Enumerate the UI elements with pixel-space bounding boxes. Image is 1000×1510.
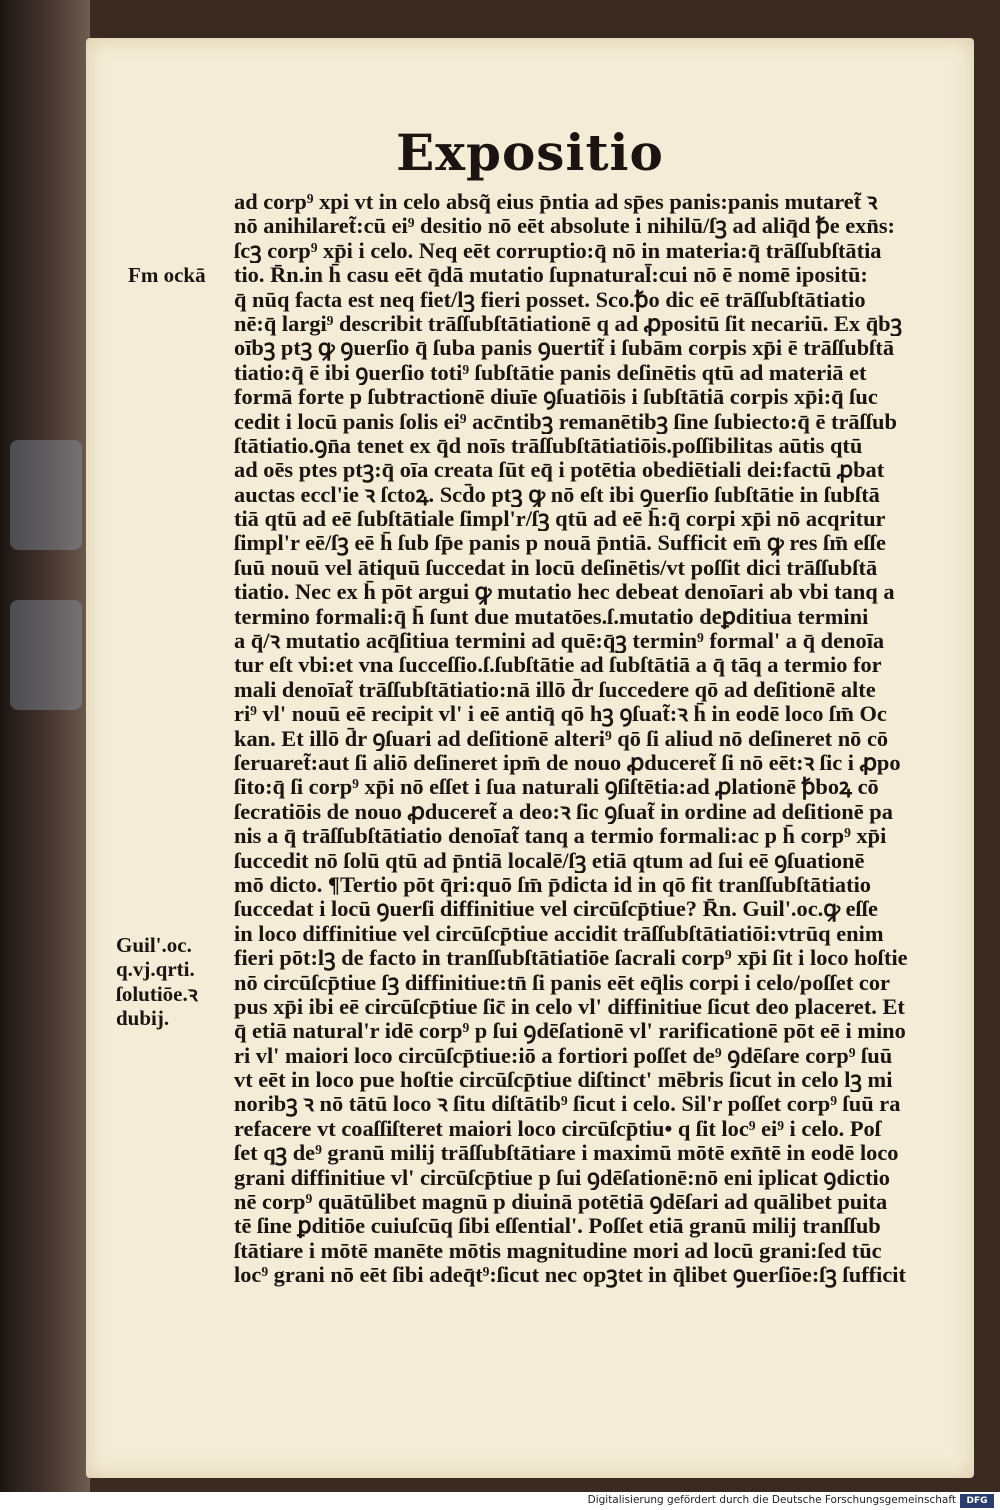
body-text: [234, 190, 930, 1288]
text-line: ſcꝫ corp⁹ xp̄i i celo. Neq̧ eēt corruptio:q̄ nō in materia:q̄ trāſſubſtātia: [234, 238, 882, 263]
text-line: oībꝫ ptꝫ ꝙ ꝯuerſio q̄ ſuba panis ꝯuertit̃ i ſubām corpis xp̄i ē trāſſubſtā: [234, 336, 895, 361]
margin-note-line: Guil'.oc.: [116, 933, 192, 957]
text-line: ad oēs ptes ptꝫ:q̄ oīa creata ſūt eq̄ i potētia obediētiali dei:factū ꝓbat: [234, 458, 885, 483]
text-line: cedit i locū panis ſolis ei⁹ acc̄ntibꝫ remanētibꝫ ſine ſubiecto:q̄ ē trāſſub: [234, 409, 897, 434]
margin-note-line: q.vj.qrti.: [116, 957, 195, 982]
text-line: ri vl' maiori loco circūſcp̄tiue:iō a fortiori poſſet de⁹ ꝯdēſare corp⁹ ſuū: [234, 1043, 893, 1068]
text-line: ſtātiatio.ꝯn̄a tenet ex q̄d noīs trāſſubſtātiatiōis.poſſibilitas aūtis q̧tū: [234, 433, 863, 458]
text-line: pus xp̄i ibi eē circūſcp̄tiue ſic̄ in celo vl' diffinitiue ſicut deo placeret. Et: [234, 994, 905, 1019]
text-line: nō anihilaret̃:cū ei⁹ desitio nō eēt absolute i nihilū/ſꝫ ad aliq̄d ꝥe exn̄s:: [234, 214, 896, 239]
text-line: tiatio. Nec ex h̄ pōt argui ꝙ mutatio hec debeat denoīari ab vbi tanq̧ a: [234, 580, 895, 605]
text-line: mali denoīat̃ trāſſubſtātiatio:nā illō d̄r ſuccedere qō ad deſitionē alte: [234, 677, 876, 702]
text-line: tē ſine ꝑditiōe cuiuſcūq̧ ſibi eſſential'. Poſſet etiā granū milij tranſſub: [234, 1214, 881, 1239]
footer-credit: Digitalisierung gefördert durch die Deutsche Forschungsgemeinschaft: [587, 1494, 956, 1506]
text-line: nē:q̄ largi⁹ describit trāſſubſtātiationē q̧ ad ꝓpositū ſit necariū. Ex q̄bꝫ: [234, 311, 903, 336]
text-line: ri⁹ vl' nouū eē recipit vl' i eē antiq̄ qō hꝫ ꝯſuat̃:ꝛ h̄ in eodē loco ſm̄ Oc: [234, 702, 887, 727]
text-line: tur eſt vbi:et vna ſucceſſio.ſ.ſubſtātie ad ſubſtātiā a q̄ tāq̧ a termio for: [234, 653, 882, 678]
text-line: nē corp⁹ quātūlibet magnū p diuinā potētiā ꝯdēſari ad quālibet puita: [234, 1190, 888, 1215]
margin-note-line: dubij.: [116, 1006, 170, 1031]
margin-note: [116, 933, 198, 1031]
text-line: ſimpl'r eē/ſꝫ eē h̄ ſub ſp̄e panis p nouā p̄ntiā. Sufficit em̄ ꝙ res ſm̄ eſſe: [234, 531, 886, 556]
text-line: noribꝫ ꝛ nō tātū loco ꝛ ſitu diſtātib⁹ ſicut i celo. Sil'r poſſet corp⁹ ſuū ra: [234, 1092, 901, 1117]
text-line: tiatio:q̄ ē ibi ꝯuerſio toti⁹ ſubſtātie panis deſinētis q̧tū ad materiā et: [234, 360, 867, 385]
text-line: ſet q̧ꝫ de⁹ granū milij trāſſubſtātiare i maximū mōtē exn̄tē in eodē loco: [234, 1141, 899, 1166]
text-line: q̄ etiā natural'r idē corp⁹ p ſui ꝯdēſationē vl' rarificationē pōt eē i mino: [234, 1019, 906, 1044]
text-line: nō circūſcp̄tiue ſꝫ diffinitiue:tn̄ ſi panis eēt eq̄lis corpi i celo/poſſet cor: [234, 970, 890, 995]
margin-note: [128, 263, 206, 287]
dfg-logo: DFG: [960, 1494, 994, 1508]
text-line: grani diffinitiue vl' circūſcp̄tiue p ſui ꝯdēſationē:nō eni iplicat ꝯdictio: [234, 1165, 890, 1190]
text-line: nis a q̄ trāſſubſtātiatio denoīat̃ tanq̧ a termio formali:ac p h̄ corp⁹ xp̄i: [234, 824, 887, 849]
text-line: ſito:q̄ ſi corp⁹ xp̄i nō eſſet i ſua naturali ꝯſiſtētia:ad ꝓlationē ꝥboꝝ cō: [234, 775, 879, 800]
text-line: tiā q̧tū ad eē ſubſtātiale ſimpl'r/ſꝫ q̧tū ad eē h̄:q̄ corpi xp̄i nō acqritur: [234, 507, 886, 532]
page-heading: Expositio: [396, 123, 664, 182]
facing-page-bleed: [10, 440, 82, 550]
text-line: tio. R̄n.in h̄ casu eēt q̄dā mutatio ſupnatural̄:cui nō ē nomē ipositū:: [234, 263, 868, 288]
text-line: fieri pōt:lꝫ de facto in tranſſubſtātiatiōe ſacrali corp⁹ xp̄i ſit i loco hoſtie: [234, 946, 908, 971]
text-line: ſuccedit nō ſolū q̧tū ad p̄ntiā localē/ſꝫ etiā q̧tum ad ſui eē ꝯſuationē: [234, 848, 865, 873]
text-line: refacere vt coaſſiſteret maiori loco circūſcp̄tiu• q̧ ſit loc⁹ ei⁹ i celo. Poſ: [234, 1116, 881, 1141]
text-line: formā forte p ſubtractionē diuīe ꝯſuatiōis i ſubſtātiā corpis xp̄i:q̄ ſuc: [234, 385, 878, 410]
text-line: loc⁹ grani nō eēt ſibi adeq̄t⁹:ſicut nec opꝫtet in q̄libet ꝯuerſiōe:ſꝫ ſufficit: [234, 1263, 906, 1288]
text-line: mō dicto. ¶Tertio pōt q̄ri:quō ſm̄ p̄dicta id in qō fit tranſſubſtātiatio: [234, 872, 871, 897]
text-line: q̄ nūq̧ facta est neq̧ fiet/lꝫ fieri posset. Sco.ꝥo dic eē trāſſubſtātiatio: [234, 287, 866, 312]
margin-note-line: Fm ockā: [128, 263, 206, 287]
text-line: a q̄/ꝛ mutatio acq̄ſitiua termini ad quē:q̄ꝫ termin⁹ formal' a q̄ denoīa: [234, 629, 885, 654]
text-line: in loco diffinitiue vel circūſcp̄tiue accidit trāſſubſtātiatiōi:vtrūq̧ enim: [234, 921, 884, 946]
text-line: termino formali:q̄ h̄ ſunt due mutatōes.ſ.mutatio deꝑditiua termini: [234, 604, 869, 629]
text-line: ſuū nouū vel ātiquū ſuccedat in locū deſinētis/vt poſſit dici trāſſubſtā: [234, 555, 878, 580]
text-line: ſuccedat i locū ꝯuerſi diffinitiue vel circūſcp̄tiue? R̄n. Guil'.oc.ꝙ eſſe: [234, 897, 878, 922]
text-line: ſecratiōis de nouo ꝓduceret̃ a deo:ꝛ ſic ꝯſuat̃ in ordine ad deſitionē pa: [234, 799, 893, 824]
text-line: vt eēt in loco pue hoſtie circūſcp̄tiue diſtinct' mēbris ſicut in celo lꝫ mi: [234, 1068, 893, 1093]
margin-note-line: ſolutiōe.ꝛ: [116, 981, 198, 1006]
gutter-shadow: [0, 0, 90, 1492]
printed-page: [86, 38, 974, 1478]
facing-page-bleed: [10, 600, 82, 710]
text-line: ſtātiare i mōtē manēte mōtis magnitudine mori ad locū grani:ſed tūc: [234, 1238, 882, 1263]
text-line: kan. Et illō d̄r ꝯſuari ad deſitionē alteri⁹ qō ſi aliud nō deſineret nō cō: [234, 726, 889, 751]
text-line: ad corp⁹ xpi vt in celo absq̃ eius p̄ntia ad sp̄es panis:panis mutaret̃ ꝛ: [234, 190, 878, 214]
text-line: ſeruaret̃:aut ſi aliō deſineret ipm̄ de nouo ꝓduceret̃ ſi nō eēt:ꝛ ſic i ꝓpo: [234, 750, 901, 775]
text-line: auctas eccl'ie ꝛ ſctoꝝ. Scd̄o ptꝫ ꝙ nō eſt ibi ꝯuerſio ſubſtātie in ſubſtā: [234, 482, 880, 507]
